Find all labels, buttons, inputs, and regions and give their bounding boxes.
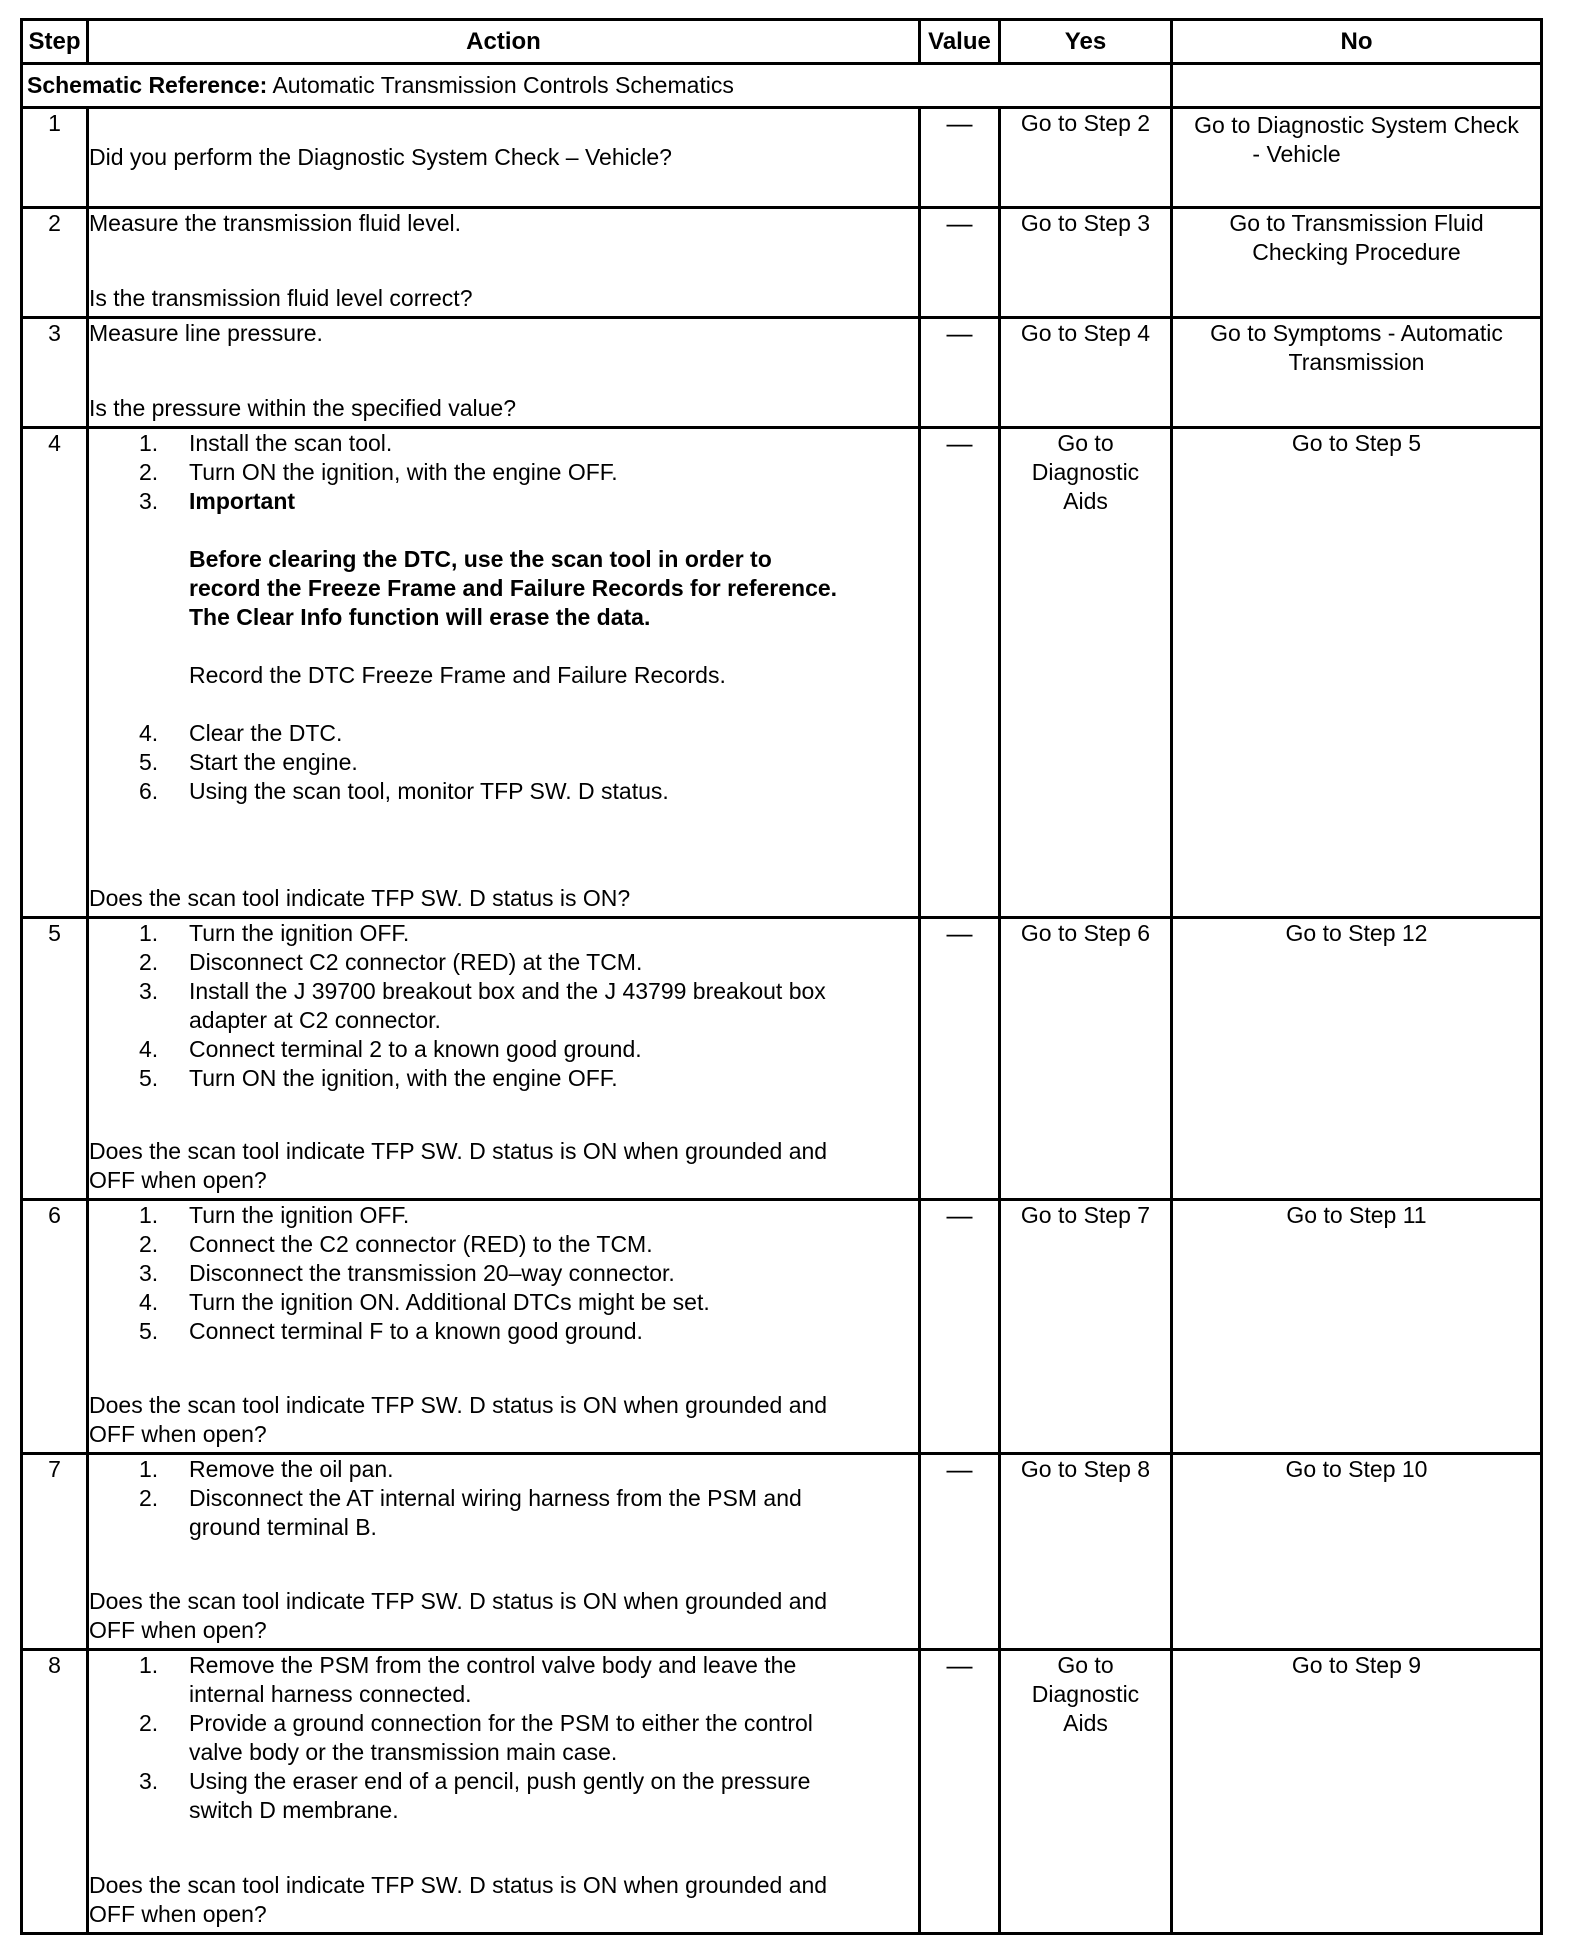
- header-value: Value: [920, 20, 1000, 64]
- value-cell: —: [920, 1454, 1000, 1650]
- list-item: 5. Start the engine.: [139, 749, 358, 775]
- value-cell: —: [920, 318, 1000, 428]
- header-row: [22, 20, 1542, 64]
- record-instruction: Record the DTC Freeze Frame and Failure Records.: [189, 662, 726, 688]
- table-row: [22, 1650, 1542, 1934]
- step-number: 5: [22, 918, 88, 1200]
- step-number: 8: [22, 1650, 88, 1934]
- question-text: Does the scan tool indicate TFP SW. D status is ON?: [89, 885, 631, 911]
- yes-cell: Go to Step 6: [1000, 918, 1172, 1200]
- yes-cell: Go to Step 8: [1000, 1454, 1172, 1650]
- header-yes: Yes: [1000, 20, 1172, 64]
- table-row: [22, 1200, 1542, 1454]
- table-row: [22, 318, 1542, 428]
- question-text: Does the scan tool indicate TFP SW. D status is ON when grounded and OFF when open?: [89, 1392, 828, 1447]
- question-text: Is the transmission fluid level correct?: [89, 285, 473, 311]
- yes-cell: Go to Diagnostic Aids: [1000, 1650, 1172, 1934]
- no-cell: Go to Step 10: [1172, 1454, 1542, 1650]
- step-number: 7: [22, 1454, 88, 1650]
- list-item: 1. Turn the ignition OFF.: [139, 920, 410, 946]
- yes-cell: Go to Diagnostic Aids: [1000, 428, 1172, 918]
- yes-cell: Go to Step 7: [1000, 1200, 1172, 1454]
- schematic-empty-cell: [1172, 64, 1542, 108]
- header-no: No: [1172, 20, 1542, 64]
- value-cell: —: [920, 208, 1000, 318]
- value-cell: —: [920, 428, 1000, 918]
- value-cell: —: [920, 108, 1000, 208]
- list-item: 4. Clear the DTC.: [139, 720, 343, 746]
- list-item: 5. Turn ON the ignition, with the engine OFF.: [139, 1065, 618, 1091]
- question-text: Does the scan tool indicate TFP SW. D status is ON when grounded and OFF when open?: [89, 1872, 828, 1927]
- no-text-line1: Go to Symptoms - Automatic: [1210, 320, 1503, 346]
- schematic-text: Automatic Transmission Controls Schematics: [272, 72, 734, 98]
- table-row: [22, 108, 1542, 208]
- step-number: 3: [22, 318, 88, 428]
- diagnostic-table: [20, 18, 1543, 1935]
- no-text-line2: Transmission: [1288, 349, 1425, 375]
- list-item: 2. Connect the C2 connector (RED) to the TCM.: [139, 1231, 653, 1257]
- question-text: Did you perform the Diagnostic System Check – Vehicle?: [89, 144, 672, 170]
- list-item: 3. Disconnect the transmission 20–way connector.: [139, 1260, 675, 1286]
- header-step: Step: [22, 20, 88, 64]
- header-action: Action: [88, 20, 920, 64]
- list-item: 1. Install the scan tool.: [139, 430, 393, 456]
- instruction-text: Measure the transmission fluid level.: [89, 210, 461, 236]
- question-text: Does the scan tool indicate TFP SW. D status is ON when grounded and OFF when open?: [89, 1588, 828, 1643]
- list-item: 3. Using the eraser end of a pencil, push gently on the pressure switch D membrane.: [139, 1768, 811, 1823]
- instruction-text: Measure line pressure.: [89, 320, 323, 346]
- table-row: [22, 208, 1542, 318]
- step-number: 1: [22, 108, 88, 208]
- no-cell: [1172, 318, 1542, 428]
- question-text: Is the pressure within the specified value?: [89, 395, 517, 421]
- action-cell: [88, 318, 920, 428]
- list-item: 3. Important: [139, 488, 296, 514]
- no-cell: [1172, 208, 1542, 318]
- no-cell: [1172, 108, 1542, 208]
- action-cell: [88, 208, 920, 318]
- list-item: 2. Provide a ground connection for the PSM to either the control valve body or the transmission main case.: [139, 1710, 813, 1765]
- action-cell: [88, 1200, 920, 1454]
- step-number: 4: [22, 428, 88, 918]
- action-cell: [88, 1454, 920, 1650]
- list-item: 2. Disconnect C2 connector (RED) at the TCM.: [139, 949, 643, 975]
- list-item: 6. Using the scan tool, monitor TFP SW. D status.: [139, 778, 669, 804]
- no-cell: Go to Step 5: [1172, 428, 1542, 918]
- value-cell: —: [920, 1200, 1000, 1454]
- yes-cell: Go to Step 2: [1000, 108, 1172, 208]
- action-cell: [88, 1650, 920, 1934]
- list-item: 2. Turn ON the ignition, with the engine OFF.: [139, 459, 618, 485]
- schematic-reference-row: [22, 64, 1542, 108]
- list-item: 4. Connect terminal 2 to a known good ground.: [139, 1036, 642, 1062]
- no-text-line1: Go to Diagnostic System Check: [1194, 112, 1519, 138]
- step-number: 6: [22, 1200, 88, 1454]
- list-item: 2. Disconnect the AT internal wiring harness from the PSM and ground terminal B.: [139, 1485, 802, 1540]
- list-item: 1. Turn the ignition OFF.: [139, 1202, 410, 1228]
- no-cell: Go to Step 11: [1172, 1200, 1542, 1454]
- no-cell: Go to Step 12: [1172, 918, 1542, 1200]
- question-text: Does the scan tool indicate TFP SW. D status is ON when grounded and OFF when open?: [89, 1138, 828, 1193]
- schematic-reference: [22, 64, 1172, 108]
- no-text-line2: - Vehicle: [1252, 141, 1341, 167]
- important-note: Before clearing the DTC, use the scan tool in order to record the Freeze Frame and Failure Records for reference. The Clear Info function will erase the data.: [189, 546, 838, 630]
- list-item: 3. Install the J 39700 breakout box and the J 43799 breakout box adapter at C2 connector.: [139, 978, 826, 1033]
- list-item: 1. Remove the PSM from the control valve body and leave the internal harness connected.: [139, 1652, 797, 1707]
- yes-cell: Go to Step 4: [1000, 318, 1172, 428]
- no-text-line2: Checking Procedure: [1252, 239, 1461, 265]
- step-number: 2: [22, 208, 88, 318]
- action-cell: [88, 918, 920, 1200]
- yes-cell: Go to Step 3: [1000, 208, 1172, 318]
- table-row: [22, 1454, 1542, 1650]
- no-text-line1: Go to Transmission Fluid: [1229, 210, 1484, 236]
- action-cell: [88, 108, 920, 208]
- value-cell: —: [920, 918, 1000, 1200]
- schematic-label: Schematic Reference:: [27, 72, 268, 98]
- list-item: 5. Connect terminal F to a known good ground.: [139, 1318, 643, 1344]
- action-cell: [88, 428, 920, 918]
- list-item: 1. Remove the oil pan.: [139, 1456, 394, 1482]
- table-row: [22, 918, 1542, 1200]
- no-cell: Go to Step 9: [1172, 1650, 1542, 1934]
- table-row: [22, 428, 1542, 918]
- value-cell: —: [920, 1650, 1000, 1934]
- list-item: 4. Turn the ignition ON. Additional DTCs might be set.: [139, 1289, 710, 1315]
